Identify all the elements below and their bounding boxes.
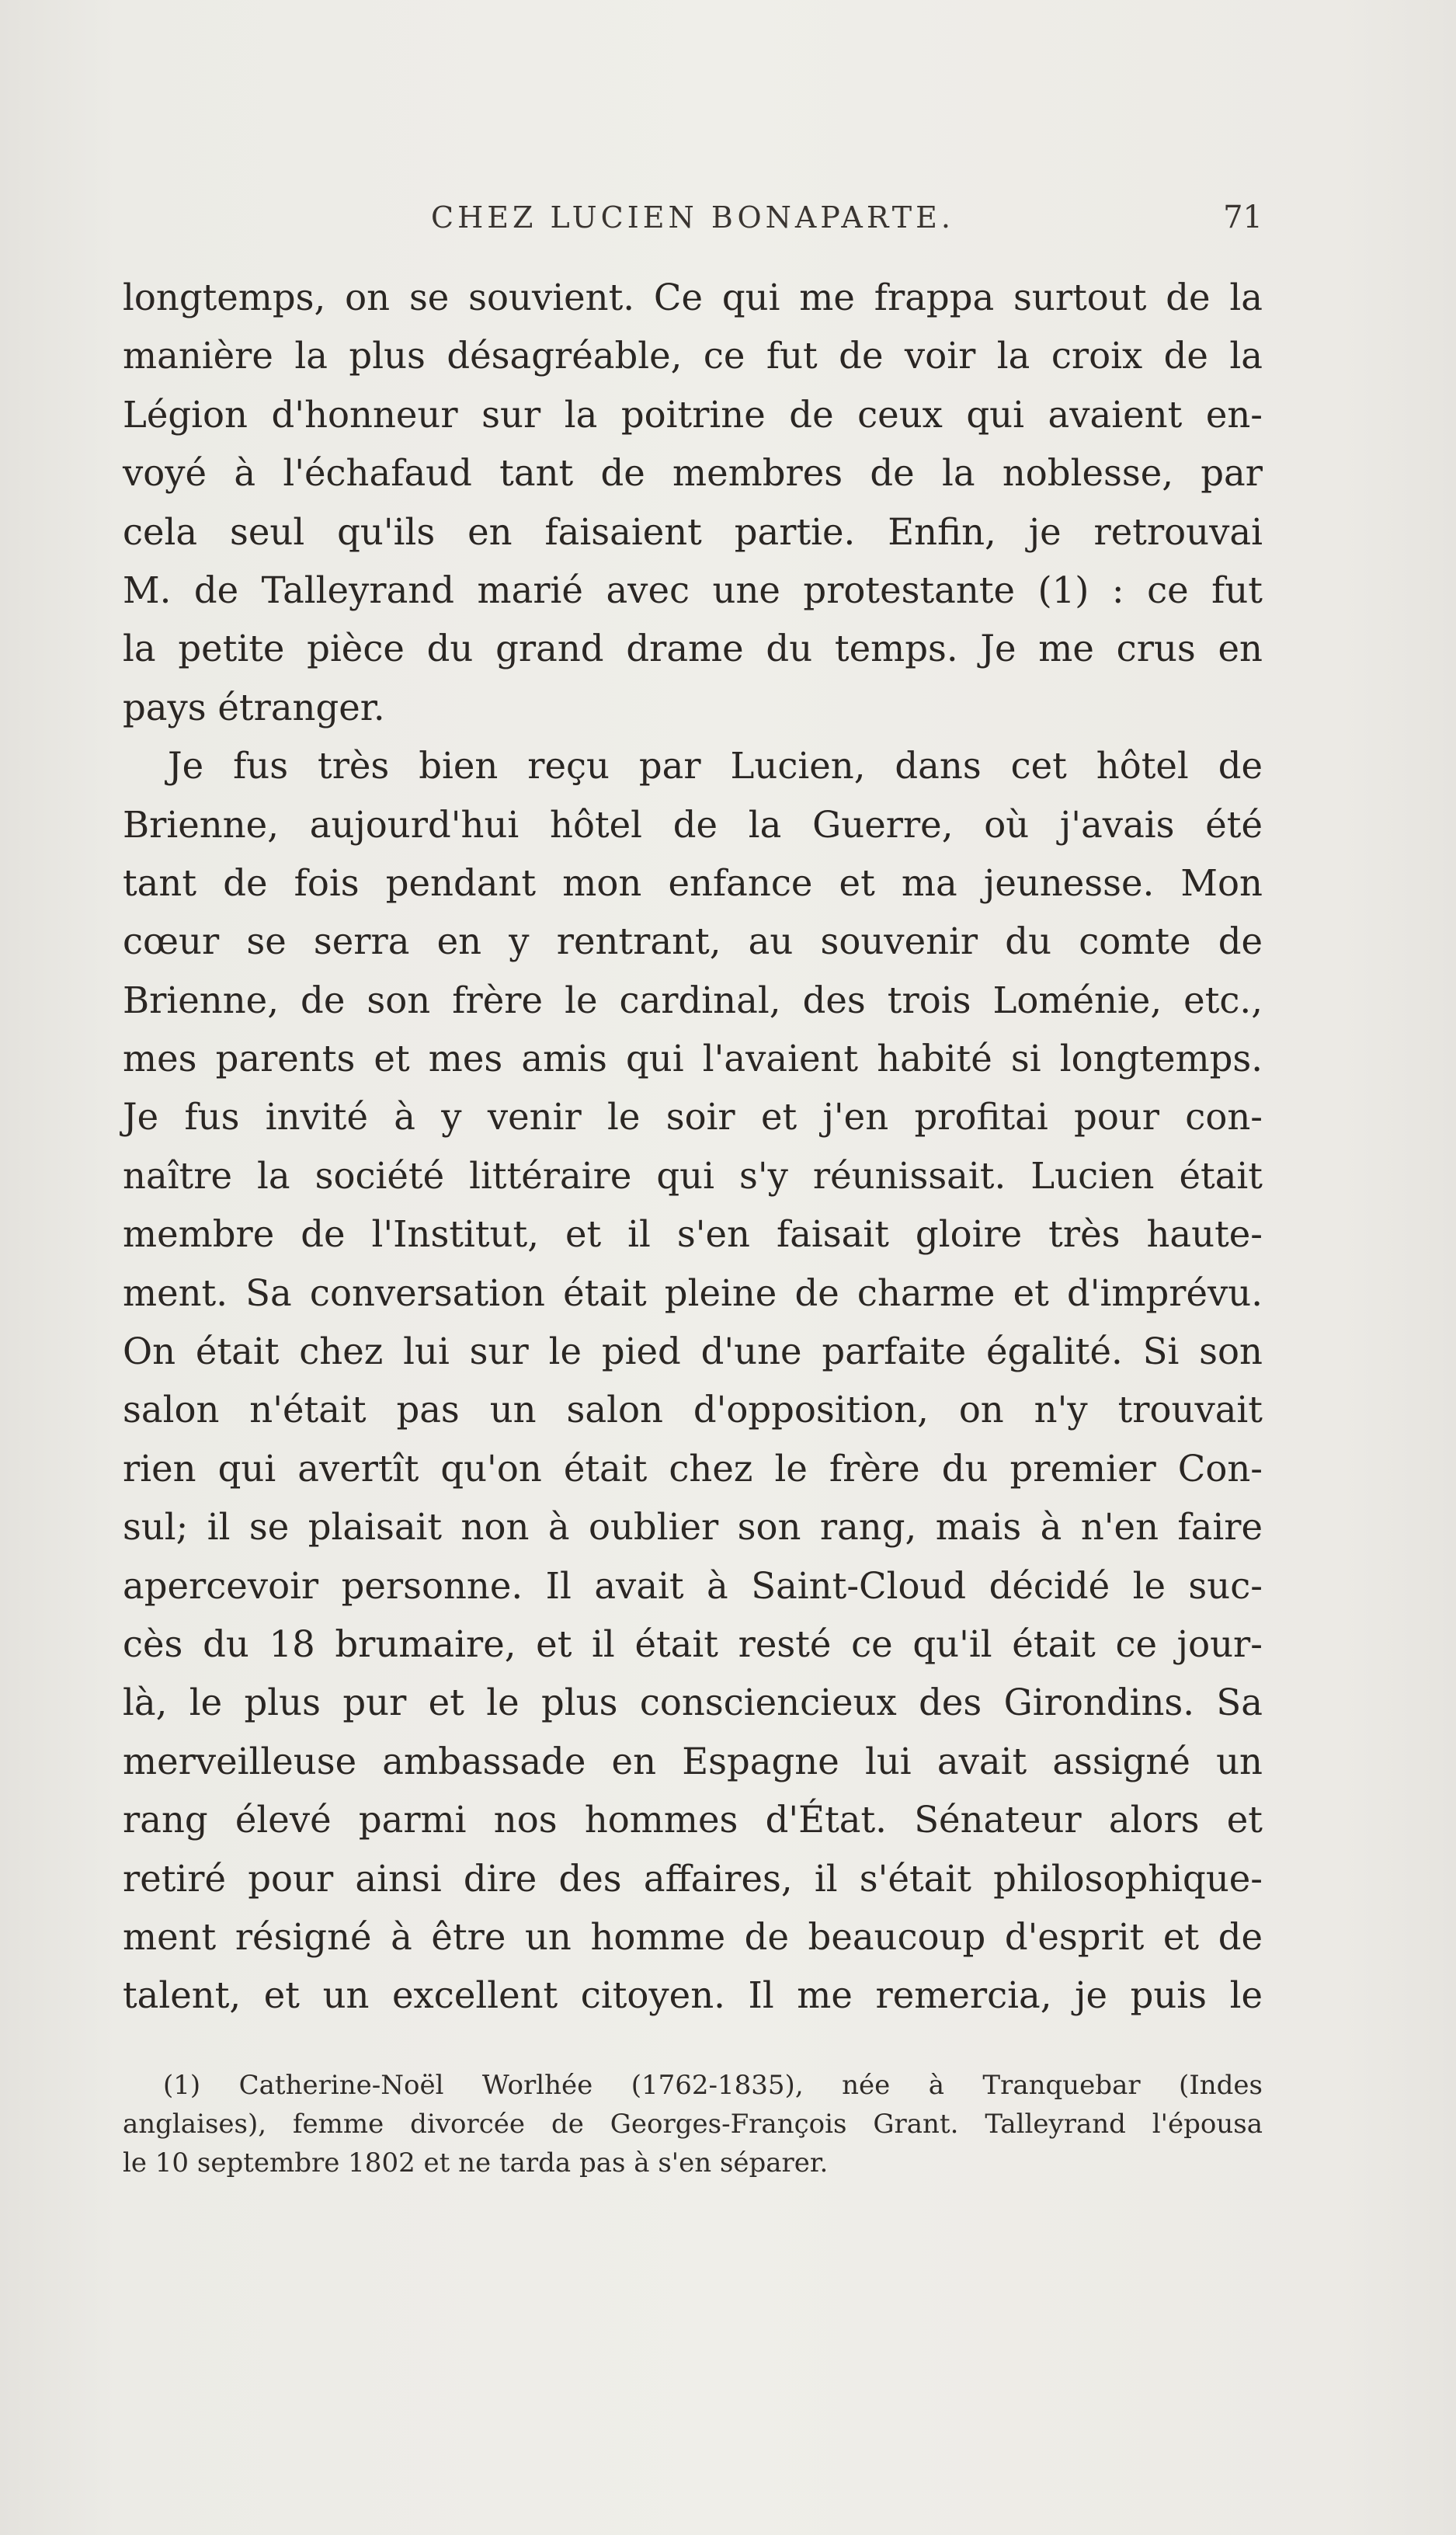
text-line: voyé à l'échafaud tant de membres de la noblesse, par — [123, 452, 1263, 495]
text-line: ment. Sa conversation était pleine de charme et d'imprévu. — [123, 1271, 1263, 1314]
text-line: rien qui avertît qu'on était chez le frère du premier Con- — [123, 1447, 1263, 1490]
text-line: Je fus très bien reçu par Lucien, dans cet hôtel de — [168, 745, 1263, 788]
footnote-line: (1) Catherine-Noël Worlhée (1762-1835), née à Tranquebar (Indes — [163, 2070, 1263, 2101]
text-line: talent, et un excellent citoyen. Il me remercia, je puis le — [123, 1974, 1263, 2017]
text-line: pays étranger. — [123, 686, 385, 729]
text-line: retiré pour ainsi dire des affaires, il s'était philosophique- — [123, 1857, 1263, 1900]
text-line: mes parents et mes amis qui l'avaient habité si longtemps. — [123, 1038, 1263, 1080]
text-line: Je fus invité à y venir le soir et j'en profitai pour con- — [123, 1096, 1263, 1139]
text-line: là, le plus pur et le plus consciencieux des Girondins. Sa — [123, 1681, 1263, 1724]
text-line: ment résigné à être un homme de beaucoup d'esprit et de — [123, 1915, 1263, 1958]
text-line: sul; il se plaisait non à oublier son rang, mais à n'en faire — [123, 1506, 1263, 1549]
text-line: la petite pièce du grand drame du temps. Je me crus en — [123, 628, 1263, 670]
text-line: membre de l'Institut, et il s'en faisait gloire très haute- — [123, 1213, 1263, 1256]
text-line: rang élevé parmi nos hommes d'État. Sénateur alors et — [123, 1799, 1263, 1841]
text-line: cœur se serra en y rentrant, au souvenir du comte de — [123, 920, 1263, 963]
text-line: M. de Talleyrand marié avec une protestante (1) : ce fut — [123, 569, 1263, 611]
text-line: cès du 18 brumaire, et il était resté ce qu'il était ce jour- — [123, 1622, 1263, 1665]
footnote — [123, 2066, 1263, 2182]
text-line: merveilleuse ambassade en Espagne lui avait assigné un — [123, 1740, 1263, 1782]
text-line: naître la société littéraire qui s'y réunissait. Lucien était — [123, 1154, 1263, 1197]
text-line: tant de fois pendant mon enfance et ma jeunesse. Mon — [123, 861, 1263, 904]
text-line: Brienne, de son frère le cardinal, des trois Loménie, etc., — [123, 979, 1263, 1021]
main-text — [123, 269, 1263, 2026]
text-line: apercevoir personne. Il avait à Saint-Cloud décidé le suc- — [123, 1564, 1263, 1607]
text-line: salon n'était pas un salon d'opposition, on n'y trouvait — [123, 1389, 1263, 1431]
footnote-line: le 10 septembre 1802 et ne tarda pas à s'en séparer. — [123, 2147, 829, 2179]
text-line: Légion d'honneur sur la poitrine de ceux qui avaient en- — [123, 393, 1263, 436]
footnote-line: anglaises), femme divorcée de Georges-François Grant. Talleyrand l'épousa — [123, 2109, 1263, 2140]
text-line: longtemps, on se souvient. Ce qui me frappa surtout de la — [123, 276, 1263, 318]
running-head: CHEZ LUCIEN BONAPARTE. — [431, 200, 954, 235]
text-line: cela seul qu'ils en faisaient partie. Enfin, je retrouvai — [123, 510, 1263, 553]
text-line: Brienne, aujourd'hui hôtel de la Guerre, où j'avais été — [123, 803, 1263, 846]
text-line: manière la plus désagréable, ce fut de voir la croix de la — [123, 335, 1263, 377]
page-header — [123, 194, 1263, 241]
page-number: 71 — [1223, 200, 1263, 235]
text-line: On était chez lui sur le pied d'une parfaite égalité. Si son — [123, 1330, 1263, 1373]
